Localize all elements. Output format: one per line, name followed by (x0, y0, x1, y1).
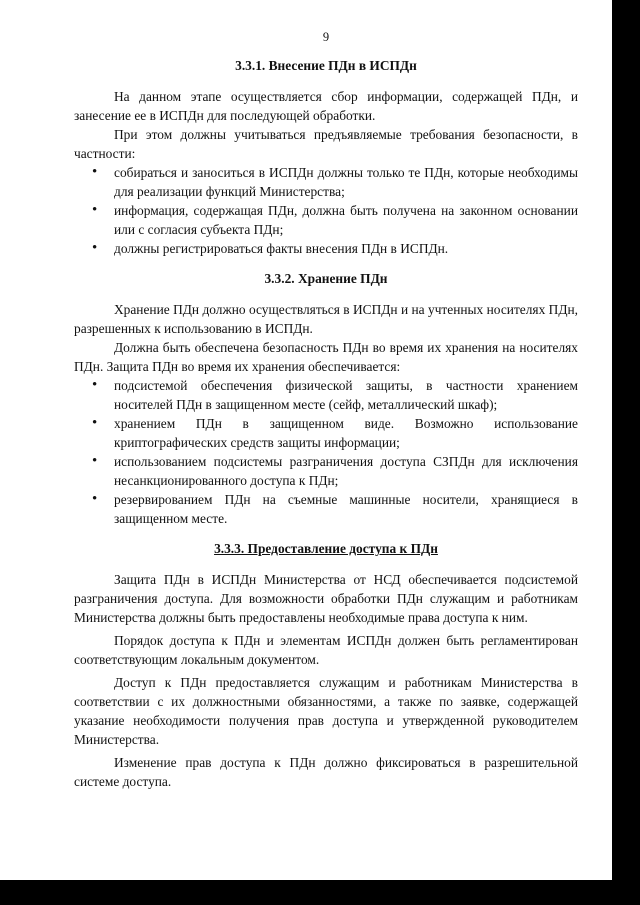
list-item: • подсистемой обеспечения физической защиты, в частности хранением носителей ПДн в защищенном месте (сейф, металлический шкаф); (114, 376, 578, 414)
page-content (74, 30, 578, 791)
section-heading-3-3-3 (74, 539, 578, 558)
list-item: • информация, содержащая ПДн, должна быть получена на законном основании или с согласия субъекта ПДн; (114, 201, 578, 239)
paragraph: Порядок доступа к ПДн и элементам ИСПДн должен быть регламентирован соответствующим локальным документом. (74, 633, 578, 667)
paragraph: На данном этапе осуществляется сбор информации, содержащей ПДн, и занесение ее в ИСПДн для последующей обработки. (74, 89, 578, 123)
list-item: • собираться и заноситься в ИСПДн должны только те ПДн, которые необходимы для реализации функций Министерства; (114, 163, 578, 201)
section-heading-text: 3.3.3. Предоставление доступа к ПДн (214, 541, 438, 556)
paragraph: Доступ к ПДн предоставляется служащим и работникам Министерства в соответствии с их должностными обязанностями, а также по заявке, содержащей указание необходимости получения прав доступа и утвержденной руководителем Министерства. (74, 675, 578, 747)
bullet-list (74, 163, 578, 258)
section-heading-3-3-2: 3.3.2. Хранение ПДн (264, 271, 388, 286)
paragraph: Изменение прав доступа к ПДн должно фиксироваться в разрешительной системе доступа. (74, 755, 578, 789)
list-item: • хранением ПДн в защищенном виде. Возможно использование криптографических средств защиты информации; (114, 414, 578, 452)
page-number: 9 (322, 30, 330, 44)
paragraph: Должна быть обеспечена безопасность ПДн во время их хранения на носителях ПДн. Защита ПДн во время их хранения обеспечивается: (74, 340, 578, 374)
paragraph: Защита ПДн в ИСПДн Министерства от НСД обеспечивается подсистемой разграничения доступа. Для возможности обработки ПДн служащим и работникам Министерства должны быть предоставлены необходимые права доступа к ним. (74, 572, 578, 625)
paragraph: Хранение ПДн должно осуществляться в ИСПДн и на учтенных носителях ПДн, разрешенных к использованию в ИСПДн. (74, 302, 578, 336)
list-item: • использованием подсистемы разграничения доступа СЗПДн для исключения несанкционированного доступа к ПДн; (114, 452, 578, 490)
section-heading-3-3-1: 3.3.1. Внесение ПДн в ИСПДн (235, 58, 417, 73)
list-item: • должны регистрироваться факты внесения ПДн в ИСПДн. (114, 239, 578, 258)
bullet-list (74, 376, 578, 528)
paragraph: При этом должны учитываться предъявляемые требования безопасности, в частности: (74, 127, 578, 161)
list-item: • резервированием ПДн на съемные машинные носители, хранящиеся в защищенном месте. (114, 490, 578, 528)
